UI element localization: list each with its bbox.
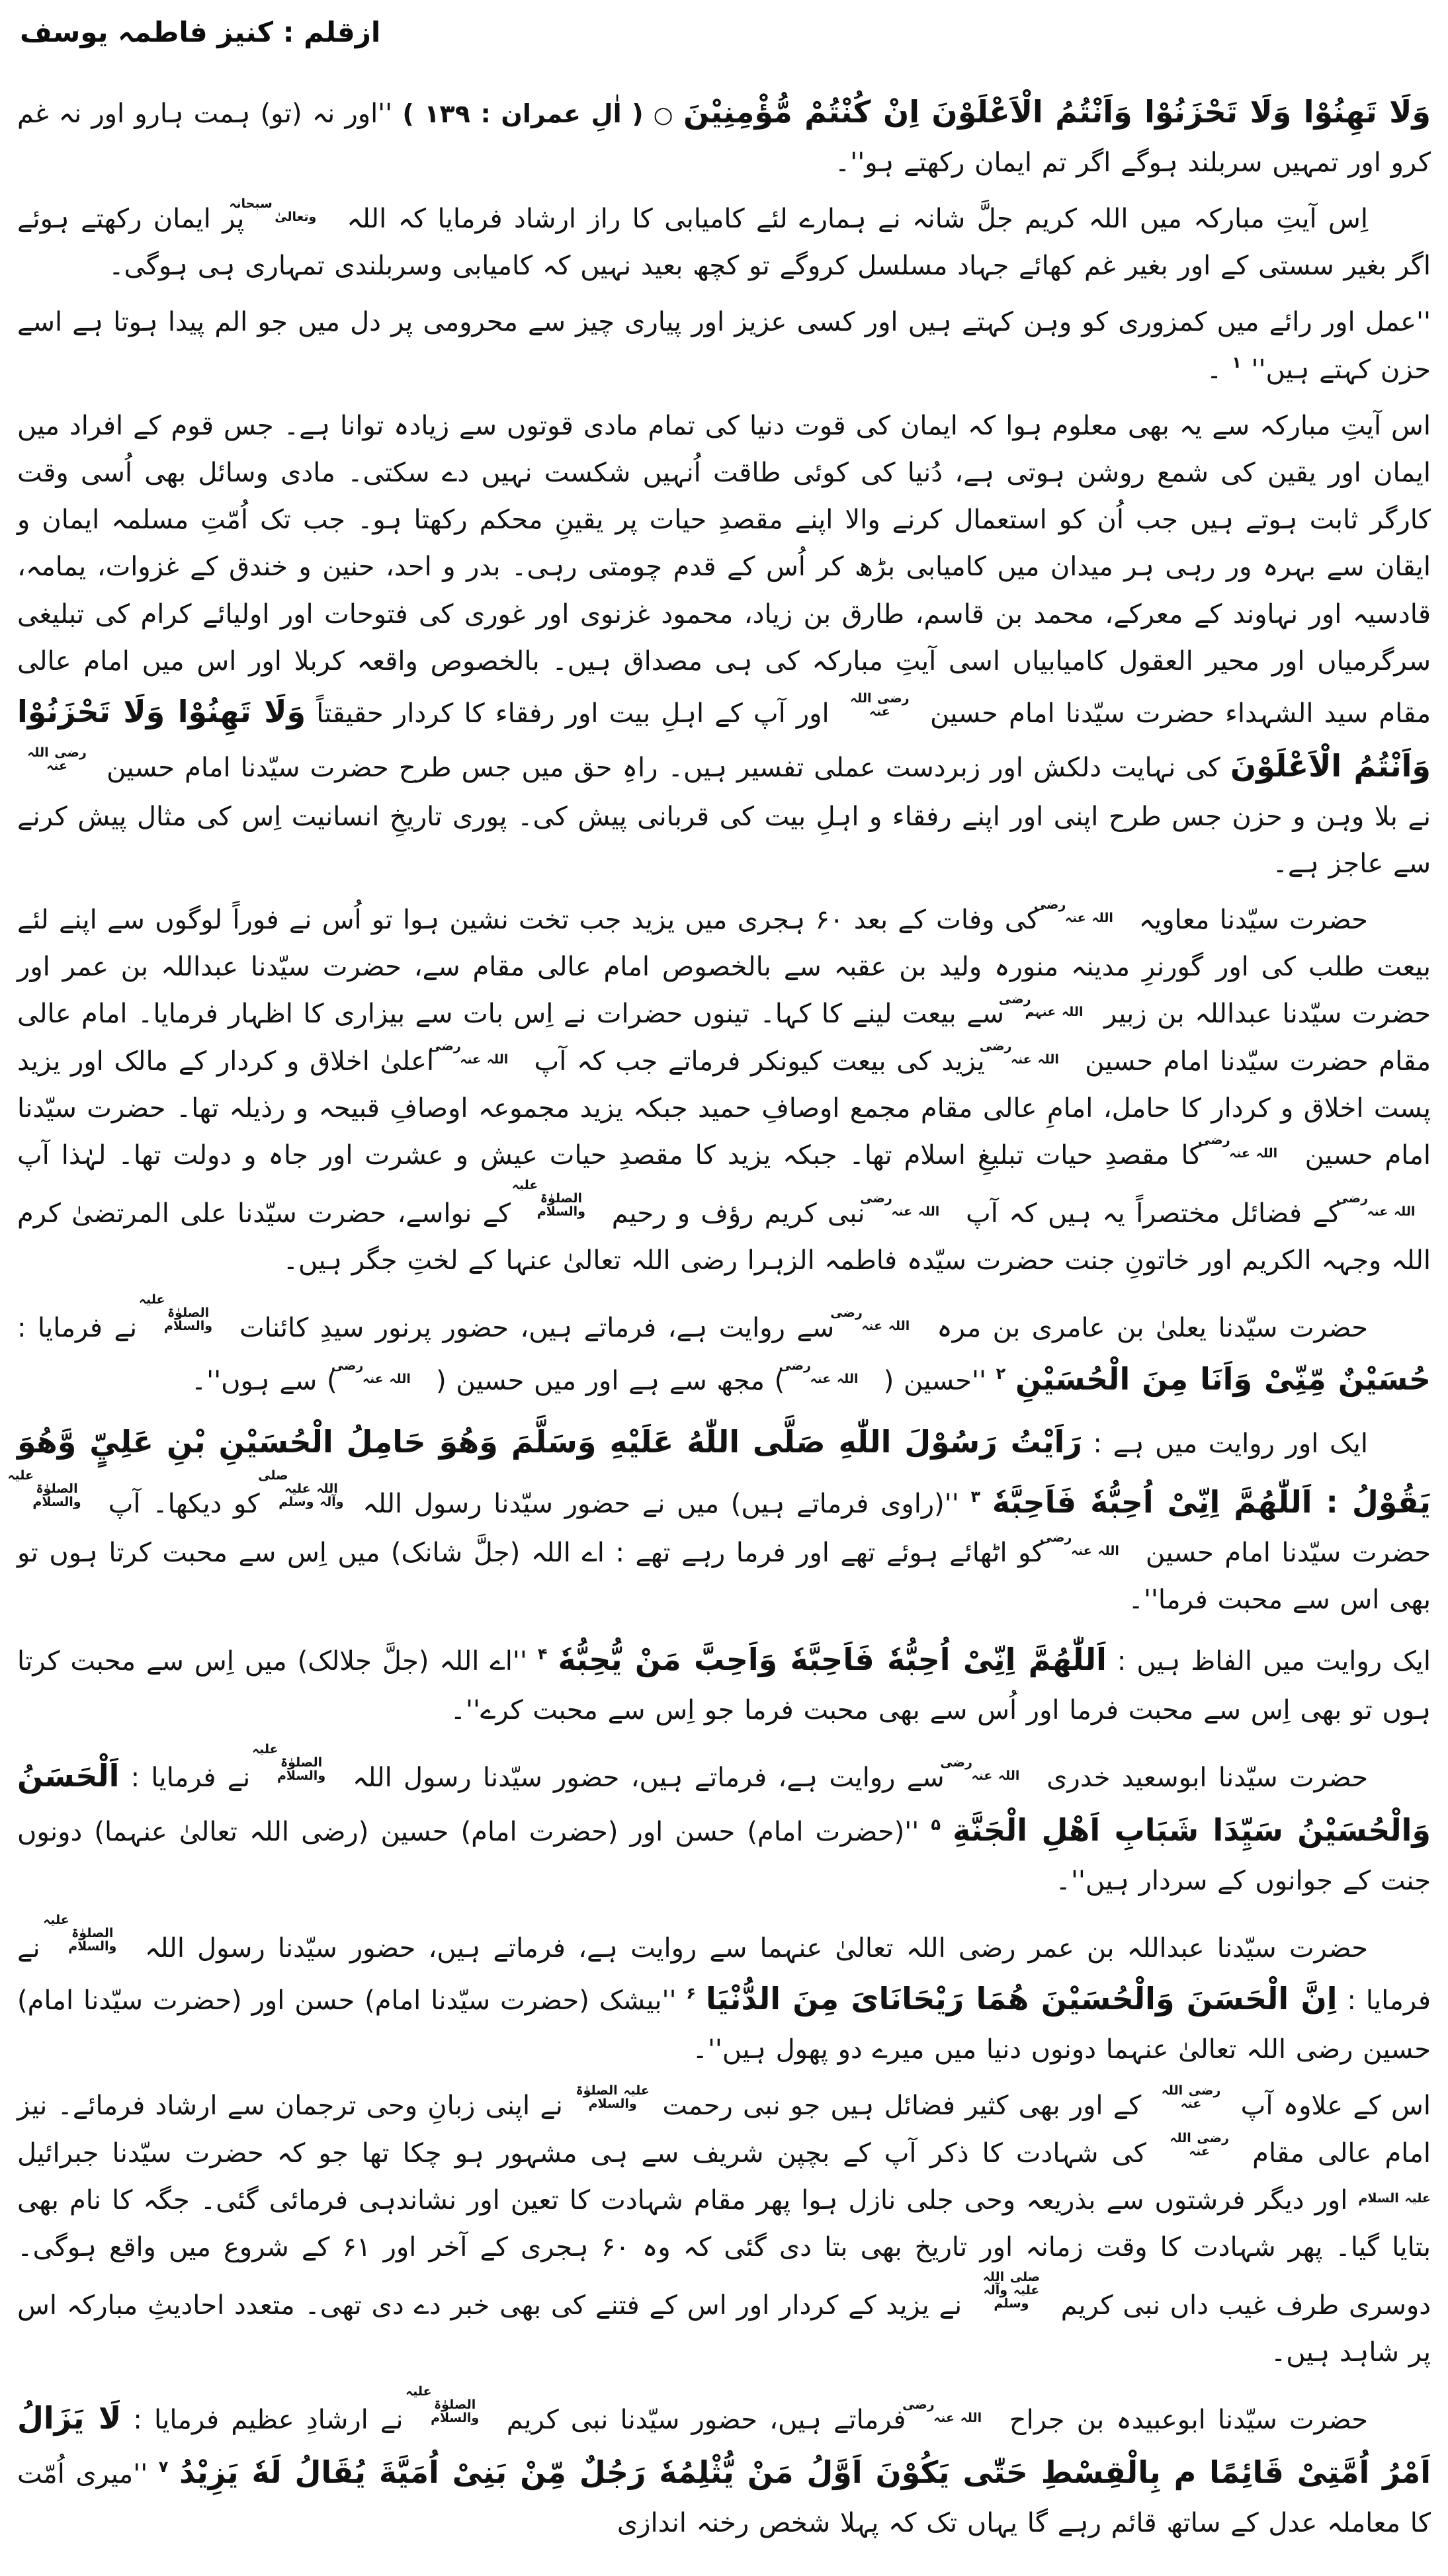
footnote-marker: ۷: [158, 2458, 169, 2477]
arabic-quote: لَا يَزَالُ اَمْرُ اُمَّتِىْ قَائِمًا م بِالْقِسْطِ حَتّٰى يَكُوْنَ اَوَّلُ مَنْ يُّثْلِمُهٗ رَجُلٌ مِّنْ بَنِىْ اُمَيَّةَ يُقَالُ لَهٗ يَزِيْدُ: [17, 2400, 1431, 2491]
arabic-quote: اَللّٰهُمَّ اِنِّىْ اُحِبُّهٗ فَاَحِبَّهٗ وَاَحِبَّ مَنْ يُّحِبُّهٗ: [558, 1641, 1107, 1678]
paragraph-1: [17, 85, 1431, 187]
honorific-seal: علیہ الصلوٰۃ والسلام: [511, 1178, 585, 1220]
urdu-text: کو اٹھائے ہوئے تھے اور فرما رہے تھے : اے اللہ (جلَّ شانک) میں اِس سے محبت کرتا ہوں تو بھی اس سے محبت فرما''۔: [17, 1538, 1431, 1616]
footnote-marker: ۴: [537, 1645, 548, 1664]
urdu-text: سے روایت ہے، فرماتے ہیں، حضور پرنور سیدِ کائنات: [239, 1313, 835, 1344]
honorific-seal: رضی اللہ عنہ: [27, 745, 87, 773]
footnote-marker: ۳: [970, 1487, 981, 1507]
urdu-text: ''اور نہ (تو) ہمت ہارو اور نہ غم کرو اور تمہیں سربلند ہوگے اگر تم ایمان رکھتے ہو''۔: [17, 99, 1431, 178]
urdu-text: نے اپنی زبانِ وحی ترجمان سے ارشاد فرمائے۔ نیز امام عالی مقام: [17, 2091, 1431, 2169]
arabic-quote: حُسَيْنٌ مِّنِّىْ وَاَنَا مِنَ الْحُسَيْنِ: [1015, 1360, 1431, 1397]
ayah-end-icon: ○: [653, 102, 673, 128]
urdu-text: حضرت سیّدنا ابوعبیدہ بن جراح: [1009, 2405, 1369, 2436]
urdu-text: اور دیگر فرشتوں سے بذریعہ وحی جلی نازل ہوا پھر مقام شہادت کا تعین اور نشاندہی فرمائی گئی۔ جگہ کا نام بھی بتایا گیا۔ پھر شہادت کا وقت زمانہ اور تاریخ بھی بتا دی گئی کہ وہ ۶۰ ہجری کے آخر اور ۶۱ کے شروع میں واقع ہوگی۔ دوسری طرف غیب داں نبی کریم: [17, 2184, 1431, 2321]
honorific-seal: رضی اللہ عنہ: [979, 1038, 1059, 1067]
urdu-text: ۔: [1206, 354, 1222, 385]
paragraph-4: [17, 403, 1431, 888]
urdu-text: نے فرمایا :: [17, 1313, 138, 1344]
urdu-text: نبی کریم رؤف و رحیم: [611, 1198, 865, 1229]
footnote-marker: ۶: [686, 1984, 697, 2003]
honorific-seal: علیہ السلام: [1358, 2190, 1431, 2206]
honorific-seal: رضی اللہ عنہ: [1336, 1191, 1416, 1220]
paragraph-8: [17, 1633, 1431, 1734]
urdu-text: کے نواسے، حضرت سیّدنا علی المرتضیٰ کرم اللہ وجہہ الکریم اور خاتونِ جنت حضرت سیّدہ فاطمہ الزہرا رضی اللہ تعالیٰ عنہا کے لختِ جگر ہیں۔: [17, 1198, 1431, 1276]
honorific-seal: صلی اللہ علیہ وآلہ وسلم: [258, 1468, 344, 1510]
urdu-text: اس کے علاوہ آپ: [1240, 2091, 1431, 2122]
urdu-text: کی وفات کے بعد ۶۰ ہجری میں یزید جب تخت نشین ہوا تو اُس نے فوراً لوگوں سے اپنے لئے بیعت طلب کی اور گورنرِ مدینہ منورہ ولید بن عقبہ سے بالخصوص امام عالی مقام سے، حضرت سیّدنا عبداللہ بن عمر اور حضرت سیّدنا عبداللہ بن زبیر: [17, 905, 1431, 1030]
arabic-quote: وَلَا تَهِنُوْا وَلَا تَحْزَنُوْا وَاَنْتُمُ الْاَعْلَوْنَ: [17, 693, 1431, 784]
urdu-text: نے بلا وہن و حزن جس طرح اپنی اور اپنے رفقاء و اہلِ بیت کی قربانی پیش کی۔ پوری تاریخِ انسانیت اِس کی مثال پیش کرنے سے عاجز ہے۔: [17, 801, 1431, 879]
byline: ازقلم : کنیز فاطمہ یوسف: [20, 16, 381, 48]
honorific-seal: سبحانہ وتعالیٰ: [229, 196, 317, 225]
paragraph-2: [17, 196, 1431, 290]
honorific-seal: رضی اللہ عنہ: [1033, 897, 1113, 926]
honorific-seal: رضی اللہ عنہ: [860, 1191, 940, 1220]
paragraph-12: [17, 2386, 1431, 2547]
honorific-seal: رضی اللہ عنہ: [1039, 1530, 1119, 1558]
paragraph-5: [17, 897, 1431, 1284]
paragraph-6: [17, 1294, 1431, 1406]
urdu-text: حضرت سیّدنا یعلیٰ بن عامری بن مرہ: [937, 1313, 1368, 1344]
honorific-seal: رضی اللہ عنہ: [429, 1038, 509, 1067]
urdu-text: کے اور بھی کثیر فضائل ہیں جو نبی رحمت: [662, 2091, 1142, 2122]
urdu-text: ''حسین (: [883, 1365, 986, 1396]
urdu-text: ''اے اللہ (جلَّ جلالک) میں اِس سے محبت کرتا ہوں تو بھی اِس سے محبت فرما اور اُس سے بھی محبت فرما جو اِس سے محبت کرے''۔: [17, 1646, 1431, 1726]
urdu-text: حضرت سیّدنا امام حسین: [1145, 1538, 1431, 1568]
paragraph-3: [17, 299, 1431, 393]
urdu-text: اس آیتِ مبارکہ سے یہ بھی معلوم ہوا کہ ایمان کی قوت دنیا کی تمام مادی قوتوں سے زیادہ توانا ہے۔ جس قوم کے افراد میں ایمان اور یقین کی شمع روشن ہوتی ہے، دُنیا کی کوئی طاقت اُنہیں شکست نہیں دے سکتی۔ مادی وسائل بھی اُسی وقت کارگر ثابت ہوتے ہیں جب اُن کو استعمال کرنے والا اپنے مقصدِ حیات پر یقینِ محکم رکھتا ہو۔ جب تک اُمّتِ مسلمہ ایمان و ایقان سے بہرہ ور رہی ہر میدان میں کامیابی بڑھ کر اُس کے قدم چومتی رہی۔ بدر و احد، حنین و خندق کے غزوات، یمامہ، قادسیہ اور نہاوند کے معرکے، محمد بن قاسم، طارق بن زیاد، محمود غزنوی اور غوری کی فتوحات اور اولیائے کرام کی تبلیغی سرگرمیاں اور محیر العقول کامیابیاں اسی آیتِ مبارکہ کی ہی مصداق ہیں۔ بالخصوص واقعہ کربلا اور اس میں امام عالی مقام سید الشہداء حضرت سیّدنا امام حسین: [17, 410, 1431, 729]
paragraph-9: [17, 1743, 1431, 1905]
honorific-seal: صلی اللہ علیہ وآلہ وسلم: [982, 2270, 1041, 2311]
quran-reference: ( اٰلِ عمران : ۱۳۹ ): [402, 99, 644, 128]
honorific-seal: علیہ الصلوٰۃ والسلام: [251, 1742, 326, 1784]
honorific-seal: رضی اللہ عنہ: [849, 691, 910, 719]
urdu-text: ایک روایت میں الفاظ ہیں :: [1117, 1646, 1431, 1677]
urdu-text: نے فرمایا :: [17, 1933, 1431, 2016]
honorific-seal: رضی اللہ عنہ: [1198, 1133, 1278, 1161]
honorific-seal: علیہ الصلوٰۃ والسلام: [405, 2384, 480, 2426]
honorific-seal: رضی اللہ عنہ: [902, 2397, 982, 2426]
urdu-text: ''بیشک (حضرت سیّدنا امام) حسن اور (حضرت سیّدنا امام) حسین رضی اللہ تعالیٰ عنہما دونوں دنیا میں میرے دو پھول ہیں''۔: [17, 1985, 1431, 2065]
article-body: [7, 85, 1431, 2547]
urdu-text: حضرت سیّدنا معاویہ: [1138, 905, 1368, 936]
honorific-seal: رضی اللہ عنہم: [999, 991, 1084, 1020]
urdu-text: کی نہایت دلکش اور زبردست عملی تفسیر ہیں۔ راہِ حق میں جس طرح حضرت سیّدنا امام حسین: [106, 752, 1220, 783]
urdu-text: سے بیعت لینے کا کہا۔ تینوں حضرات نے اِس بات سے بیزاری کا اظہار فرمایا۔ امام عالی مقام حضرت سیّدنا امام حسین: [17, 999, 1431, 1077]
paragraph-10: [17, 1914, 1431, 2073]
paragraph-11: [17, 2083, 1431, 2376]
urdu-text: سے روایت ہے، فرماتے ہیں، حضور سیّدنا رسول اللہ: [352, 1763, 945, 1794]
urdu-text: فرماتے ہیں، حضور سیّدنا نبی کریم: [506, 2405, 906, 2436]
arabic-quote: وَلَا تَهِنُوْا وَلَا تَحْزَنُوْا وَاَنْتُمُ الْاَعْلَوْنَ اِنْ كُنْتُمْ مُّؤْمِنِيْنَ: [683, 94, 1431, 130]
honorific-seal: رضی اللہ عنہ: [940, 1755, 1020, 1784]
urdu-text: اعلیٰ اخلاق و کردار کے مالک اور یزید پست اخلاق و کردار کا حامل، امامِ عالی مقام مجمع اوصافِ حمید جبکہ یزید مجموعہ اوصافِ قبیحہ و رذیلہ تھا۔ حضرت سیّدنا امام حسین: [17, 1046, 1431, 1171]
urdu-text: ) مجھ سے ہے اور میں حسین (: [436, 1365, 785, 1396]
arabic-quote: رَاَيْتُ رَسُوْلَ اللّٰهِ صَلَّى اللّٰهُ عَلَيْهِ وَسَلَّمَ وَهُوَ حَامِلُ الْحُسَيْنِ بْنِ عَلِيٍّ وَّهُوَ يَقُوْلُ : اَللّٰهُمَّ اِنِّىْ اُحِبُّهٗ فَاَحِبَّهٗ: [17, 1424, 1431, 1520]
urdu-text: ''عمل اور رائے میں کمزوری کو وہن کہتے ہیں اور کسی عزیز اور پیاری چیز سے محرومی پر دل میں جو الم پیدا ہوتا ہے اسے حزن کہتے ہیں'': [17, 307, 1431, 385]
footnote-marker: ۱: [1232, 353, 1242, 372]
paragraph-7: [7, 1415, 1431, 1624]
footnote-marker: ۲: [996, 1364, 1006, 1383]
urdu-text: کی شہادت کا ذکر آپ کے بچپن شریف سے ہی مشہور ہو چکا تھا جو کہ حضرت سیّدنا جبرائیل: [17, 2138, 1146, 2169]
urdu-text: کو دیکھا۔ آپ: [108, 1489, 260, 1520]
honorific-seal: رضی اللہ عنہ: [331, 1358, 411, 1386]
footnote-marker: ۵: [931, 1815, 941, 1835]
urdu-text: اِس آیتِ مبارکہ میں اللہ کریم جلَّ شانہ نے ہمارے لئے کامیابی کا راز ارشاد فرمایا کہ اللہ: [347, 204, 1368, 235]
urdu-text: اور آپ کے اہلِ بیت اور رفقاء کا کردار حقیقتاً: [316, 698, 830, 729]
honorific-seal: علیہ الصلوٰۃ والسلام: [575, 2083, 650, 2112]
honorific-seal: علیہ الصلوٰۃ والسلام: [138, 1292, 213, 1334]
honorific-seal: رضی اللہ عنہ: [1170, 2130, 1229, 2159]
urdu-text: یزید کی بیعت کیونکر فرماتے جب کہ آپ: [534, 1046, 985, 1077]
urdu-text: ) سے ہوں''۔: [191, 1365, 337, 1396]
arabic-quote: اِنَّ الْحَسَنَ وَالْحُسَيْنَ هُمَا رَيْحَانَاىَ مِنَ الدُّنْيَا: [706, 1981, 1338, 2017]
urdu-text: کے فضائل مختصراً یہ ہیں کہ آپ: [966, 1198, 1341, 1229]
honorific-seal: رضی اللہ عنہ: [1161, 2083, 1221, 2112]
urdu-text: حضرت سیّدنا ابوسعید خدری: [1046, 1763, 1369, 1794]
urdu-text: ''(حضرت امام) حسن اور (حضرت امام) حسین (رضی اللہ تعالیٰ عنہما) دونوں جنت کے جوانوں کے سردار ہیں''۔: [17, 1817, 1431, 1897]
honorific-seal: رضی اللہ عنہ: [830, 1306, 910, 1334]
urdu-text: ایک اور روایت میں ہے :: [1093, 1429, 1368, 1460]
urdu-text: ''میری اُمّت کا معاملہ عدل کے ساتھ قائم رہے گا یہاں تک کہ پہلا شخص رخنہ اندازی: [17, 2459, 1431, 2538]
urdu-text: نے یزید کے کردار اور اس کے فتنے کی بھی خبر دے دی تھی۔ متعدد احادیثِ مبارکہ اس پر شاہد ہیں۔: [17, 2290, 1431, 2368]
arabic-quote: اَلْحَسَنُ وَالْحُسَيْنُ سَيِّدَا شَبَابِ اَهْلِ الْجَنَّةِ: [17, 1758, 1431, 1849]
honorific-seal: علیہ الصلوٰۃ والسلام: [43, 1913, 117, 1954]
urdu-text: ''(راوی فرماتے ہیں) میں نے حضور سیّدنا رسول اللہ: [362, 1489, 959, 1520]
urdu-text: نے فرمایا :: [130, 1763, 251, 1794]
urdu-text: پر ایمان رکھتے ہوئے اگر بغیر سستی کے اور بغیر غم کھائے جہاد مسلسل کروگے تو کچھ بعید نہیں کہ کامیابی وسربلندی تمہاری ہی ہوگی۔: [17, 204, 1431, 282]
honorific-seal: علیہ الصلوٰۃ والسلام: [7, 1468, 81, 1510]
urdu-text: نے ارشادِ عظیم فرمایا :: [133, 2405, 404, 2436]
honorific-seal: رضی اللہ عنہ: [779, 1358, 859, 1386]
urdu-text: کا مقصدِ حیات تبلیغِ اسلام تھا۔ جبکہ یزید کا مقصدِ حیات عیش و عشرت اور جاہ و دولت تھا۔ لہٰذا آپ: [17, 1140, 1202, 1171]
urdu-text: حضرت سیّدنا عبداللہ بن عمر رضی اللہ تعالیٰ عنہما سے روایت ہے، فرماتے ہیں، حضور سیّدنا رسول اللہ: [144, 1933, 1368, 1964]
